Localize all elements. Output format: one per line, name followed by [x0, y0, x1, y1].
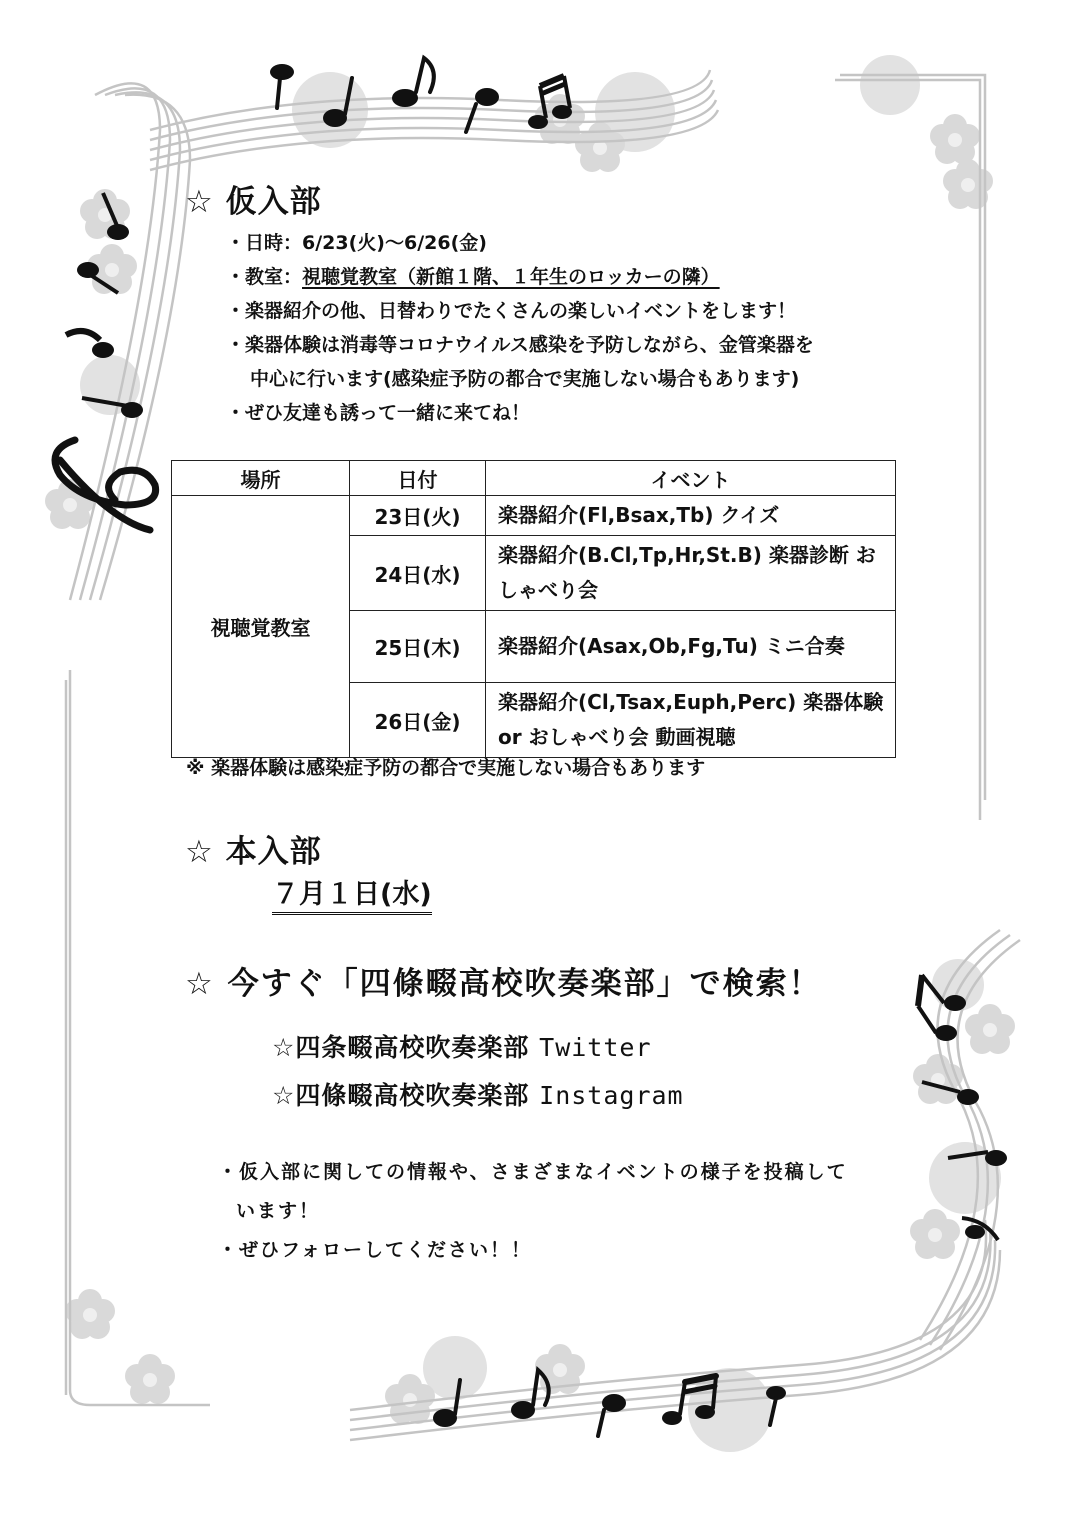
trial-room-line	[226, 262, 720, 289]
trial-invite-line: ・ぜひ友達も誘って一緒に来てね！	[226, 402, 531, 424]
trial-room-value: 視聴覚教室（新館１階、１年生のロッカーの隣）	[302, 266, 720, 288]
table-note: ※ 楽器体験は感染症予防の都合で実施しない場合もあります	[186, 757, 706, 779]
trial-heading: ☆ 仮入部	[185, 184, 322, 220]
event-cell: 楽器紹介(Fl,Bsax,Tb) クイズ	[486, 496, 896, 536]
instagram-line	[272, 1076, 684, 1112]
follow-info-line: ・仮入部に関しての情報や、さまざまなイベントの様子を投稿して	[218, 1161, 848, 1183]
follow-request-line: ・ぜひフォローしてください！！	[218, 1239, 533, 1261]
table-row	[172, 496, 896, 536]
event-cell: 楽器紹介(B.Cl,Tp,Hr,St.B) 楽器診断 おしゃべり会	[486, 536, 896, 611]
trial-experience-line-2: 中心に行います(感染症予防の都合で実施しない場合もあります)	[250, 368, 800, 390]
twitter-label: Twitter	[539, 1033, 652, 1062]
table-header-row	[172, 461, 896, 496]
header-place: 場所	[172, 461, 350, 496]
trial-room-label: ・教室：	[226, 266, 303, 288]
header-event: イベント	[486, 461, 896, 496]
twitter-line	[272, 1028, 652, 1064]
trial-date-line: ・日時：6/23(火)～6/26(金)	[226, 232, 487, 254]
trial-event-line: ・楽器紹介の他、日替わりでたくさんの楽しいイベントをします！	[226, 300, 797, 322]
date-cell: 26日(金)	[350, 683, 486, 758]
trial-experience-line: ・楽器体験は消毒等コロナウイルス感染を予防しながら、金管楽器を	[226, 334, 814, 356]
event-cell: 楽器紹介(Asax,Ob,Fg,Tu) ミニ合奏	[486, 611, 896, 683]
event-cell: 楽器紹介(Cl,Tsax,Euph,Perc) 楽器体験 or おしゃべり会 動画視聴	[486, 683, 896, 758]
instagram-account-name: ☆四條畷高校吹奏楽部	[272, 1081, 530, 1110]
twitter-account-name: ☆四条畷高校吹奏楽部	[272, 1033, 530, 1062]
date-cell: 23日(火)	[350, 496, 486, 536]
place-cell: 視聴覚教室	[172, 496, 350, 758]
follow-info-line-2: います！	[236, 1200, 321, 1222]
schedule-table	[171, 460, 896, 758]
search-heading: ☆ 今すぐ「四條畷高校吹奏楽部」で検索！	[185, 966, 822, 1002]
official-heading: ☆ 本入部	[185, 834, 322, 870]
official-date: ７月１日(水)	[272, 872, 432, 915]
header-date: 日付	[350, 461, 486, 496]
date-cell: 25日(木)	[350, 611, 486, 683]
instagram-label: Instagram	[539, 1081, 684, 1110]
date-cell: 24日(水)	[350, 536, 486, 611]
